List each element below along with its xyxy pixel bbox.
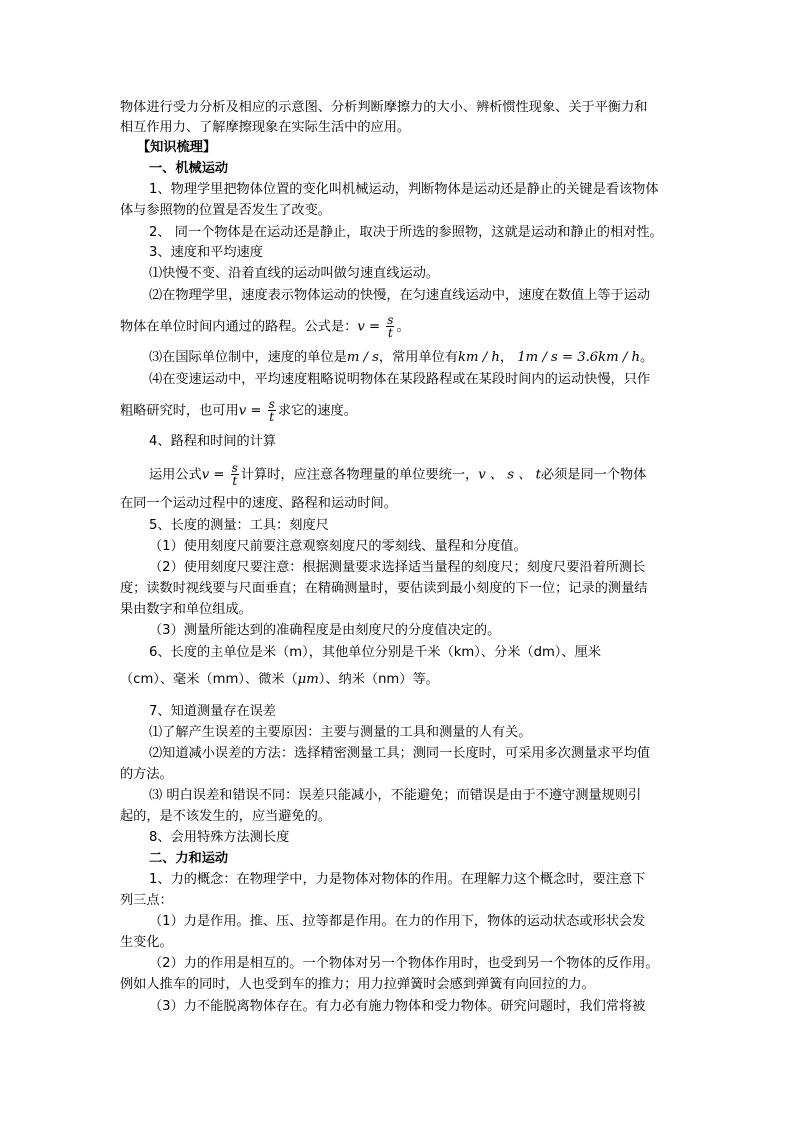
- paragraph-line: 果由数字和单位组成。: [120, 602, 252, 617]
- formula-line: 粗略研究时，也可用v = $\frac{s}{t}$ 求它的速度。: [120, 397, 357, 424]
- paragraph-line: 列三点：: [120, 893, 173, 908]
- paragraph-line: ⑴了解产生误差的主要原因：主要与测量的工具和测量的人有关。: [149, 725, 532, 740]
- paragraph-line: （3）力不能脱离物体存在。有力必有施力物体和受力物体。研究问题时，我们常将被: [149, 999, 646, 1014]
- paragraph-line: 4、路程和时间的计算: [149, 434, 277, 449]
- velocity-formula-fraction: $\frac{s}{t}$: [268, 397, 275, 424]
- paragraph-line: （3）测量所能达到的准确程度是由刻度尺的分度值决定的。: [149, 623, 501, 638]
- paragraph-line: ⑶在国际单位制中，速度的单位是m / s，常用单位有km / h， 1m / s = 3.6km / h。: [149, 350, 654, 365]
- paragraph-line: （1）使用刻度尺前要注意观察刻度尺的零刻线、量程和分度值。: [149, 539, 527, 554]
- paragraph-line: 的方法。: [120, 767, 173, 782]
- paragraph-line: （cm）、毫米（mm）、微米（μm）、纳米（nm）等。: [120, 672, 439, 687]
- section-header: 【知识梳理】: [137, 140, 217, 155]
- heading-force-and-motion: 二、力和运动: [149, 851, 229, 866]
- formula-line: 物体在单位时间内通过的路程。公式是：v = $\frac{s}{t}$ 。: [120, 313, 410, 340]
- paragraph-line: ⑵知道减小误差的方法：选择精密测量工具；测同一长度时，可采用多次测量求平均值: [149, 746, 651, 761]
- paragraph-line: 2、 同一个物体是在运动还是静止，取决于所选的参照物，这就是运动和静止的相对性。: [149, 225, 663, 240]
- velocity-formula-fraction: $\frac{s}{t}$: [387, 313, 394, 340]
- heading-mechanical-motion: 一、机械运动: [149, 161, 229, 176]
- paragraph-line: （2）使用刻度尺要注意：根据测量要求选择适当量程的刻度尺；刻度尺要沿着所测长: [149, 560, 646, 575]
- paragraph-line: 1、力的概念：在物理学中，力是物体对物体的作用。在理解力这个概念时，要注意下: [149, 872, 646, 887]
- paragraph-line: （2）力的作用是相互的。一个物体对另一个物体作用时，也受到另一个物体的反作用。: [149, 956, 659, 971]
- paragraph-line: ⑵在物理学里，速度表示物体运动的快慢，在匀速直线运动中，速度在数值上等于运动: [149, 288, 651, 303]
- paragraph-line: ⑶ 明白误差和错误不同：误差只能减小，不能避免；而错误是由于不遵守测量规则引: [149, 788, 642, 803]
- paragraph-line: ⑴快慢不变、沿着直线的运动叫做匀速直线运动。: [149, 266, 440, 281]
- paragraph-line: 体与参照物的位置是否发生了改变。: [120, 203, 331, 218]
- paragraph-line: 1、物理学里把物体位置的变化叫机械运动，判断物体是运动还是静止的关键是看该物体: [149, 182, 659, 197]
- formula-line: 运用公式v = $\frac{s}{t}$ 计算时，应注意各物理量的单位要统一，v 、 s 、 t必须是同一个物体: [149, 461, 647, 488]
- paragraph-line: 度；读数时视线要与尺面垂直；在精确测量时，要估读到最小刻度的下一位；记录的测量结: [120, 581, 648, 596]
- paragraph-line: 5、长度的测量：工具：刻度尺: [149, 518, 329, 533]
- paragraph-line: 8、会用特殊方法测长度: [149, 830, 290, 845]
- intro-text-line: 相互作用力、了解摩擦现象在实际生活中的应用。: [120, 120, 411, 135]
- intro-text-line: 物体进行受力分析及相应的示意图、分析判断摩擦力的大小、辨析惯性现象、关于平衡力和: [120, 100, 648, 115]
- paragraph-line: 起的，是不该发生的，应当避免的。: [120, 809, 331, 824]
- paragraph-line: 在同一个运动过程中的速度、路程和运动时间。: [120, 496, 397, 511]
- paragraph-line: 生变化。: [120, 935, 173, 950]
- paragraph-line: 6、长度的主单位是米（m），其他单位分别是千米（km）、分米（dm）、厘米: [149, 645, 601, 660]
- paragraph-line: （1）力是作用。推、压、拉等都是作用。在力的作用下，物体的运动状态或形状会发: [149, 914, 646, 929]
- paragraph-line: 7、知道测量存在误差: [149, 704, 277, 719]
- velocity-formula-fraction: $\frac{s}{t}$: [231, 461, 238, 488]
- paragraph-line: 例如人推车的同时，人也受到车的推力；用力拉弹簧时会感到弹簧有向回拉的力。: [120, 977, 595, 992]
- paragraph-line: 3、速度和平均速度: [149, 245, 263, 260]
- paragraph-line: ⑷在变速运动中，平均速度粗略说明物体在某段路程或在某段时间内的运动快慢，只作: [149, 372, 651, 387]
